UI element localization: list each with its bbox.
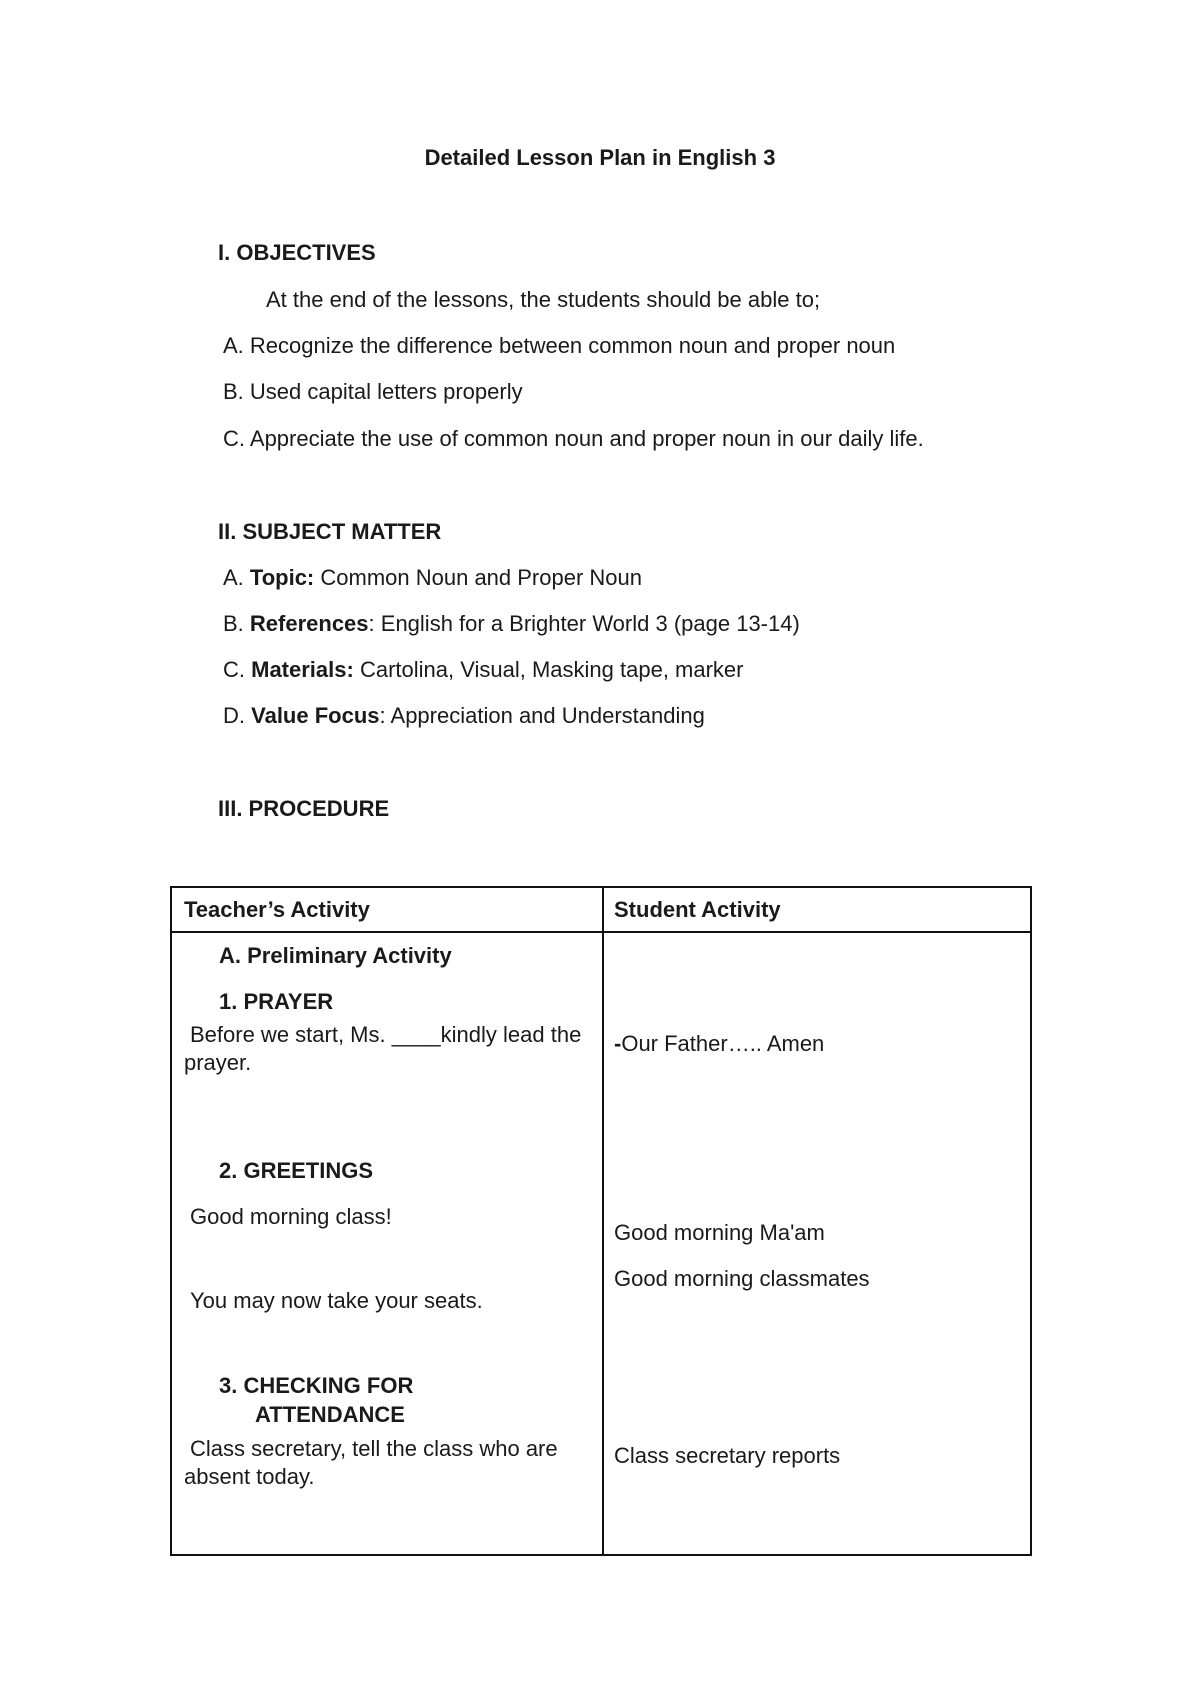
- subject-item-topic: [223, 565, 642, 591]
- prayer-heading: 1. PRAYER: [219, 989, 334, 1014]
- document-title: Detailed Lesson Plan in English 3: [424, 145, 776, 170]
- column-divider: [602, 888, 604, 1554]
- header-divider: [172, 931, 1030, 933]
- subject-item-value: : English for a Brighter World 3 (page 13-14): [368, 611, 800, 636]
- subject-item-references: [223, 611, 800, 637]
- subject-matter-heading: II. SUBJECT MATTER: [218, 519, 442, 544]
- subject-item-value-focus: [223, 703, 705, 729]
- subject-item-label: References: [249, 611, 369, 636]
- prayer-teacher-text: Before we start, Ms. ____kindly lead the prayer.: [184, 1022, 582, 1075]
- header-student-activity: Student Activity: [614, 897, 781, 922]
- subject-item-value: Cartolina, Visual, Masking tape, marker: [353, 657, 744, 682]
- attendance-heading-cont: ATTENDANCE: [255, 1402, 405, 1427]
- objective-item: B. Used capital letters properly: [223, 379, 523, 404]
- objectives-heading: I. OBJECTIVES: [218, 240, 376, 265]
- header-teacher-activity: Teacher’s Activity: [184, 897, 370, 922]
- preliminary-activity-heading: A. Preliminary Activity: [219, 943, 452, 968]
- subject-item-label: Materials:: [251, 657, 354, 682]
- objective-item: A. Recognize the difference between common noun and proper noun: [223, 333, 896, 358]
- prayer-student-response: Our Father….. Amen: [621, 1031, 825, 1056]
- attendance-student-text: Class secretary reports: [614, 1443, 841, 1468]
- subject-item-value: Common Noun and Proper Noun: [314, 565, 642, 590]
- subject-item-label: Topic:: [249, 565, 315, 590]
- seats-teacher-text: You may now take your seats.: [190, 1288, 483, 1313]
- prayer-student-text: [614, 1031, 824, 1057]
- subject-item-prefix: A.: [223, 565, 250, 590]
- procedure-table: [170, 886, 1032, 1556]
- attendance-heading: 3. CHECKING FOR: [219, 1373, 414, 1398]
- greetings-classmates-text: Good morning classmates: [614, 1266, 870, 1291]
- subject-item-prefix: D.: [223, 703, 252, 728]
- subject-item-prefix: B.: [223, 611, 250, 636]
- greetings-teacher-text: Good morning class!: [190, 1204, 392, 1229]
- subject-item-prefix: C.: [223, 657, 252, 682]
- subject-item-label: Value Focus: [251, 703, 380, 728]
- objective-item: C. Appreciate the use of common noun and proper noun in our daily life.: [223, 426, 924, 451]
- subject-item-materials: [223, 657, 744, 683]
- attendance-teacher-text: Class secretary, tell the class who are absent today.: [184, 1436, 558, 1489]
- subject-item-value: : Appreciation and Understanding: [379, 703, 705, 728]
- objectives-intro: At the end of the lessons, the students should be able to;: [266, 287, 821, 312]
- prayer-dash: -: [614, 1031, 622, 1056]
- greetings-heading: 2. GREETINGS: [219, 1158, 374, 1183]
- procedure-heading: III. PROCEDURE: [218, 796, 390, 821]
- greetings-student-text: Good morning Ma'am: [614, 1220, 825, 1245]
